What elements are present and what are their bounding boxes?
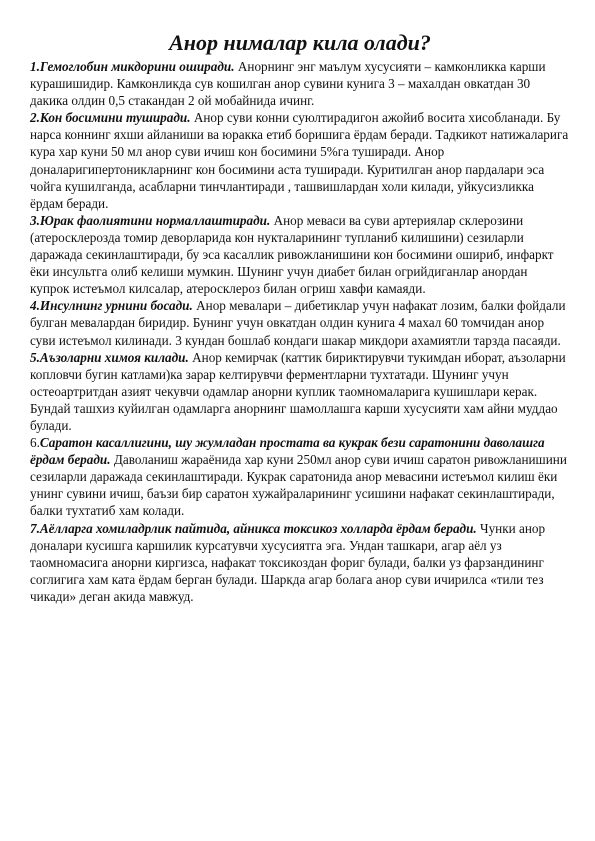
section-7-text: Чунки анор доналари кусишга каршилик курсатувчи хусусиятга эга. Ундан ташкари, агар аёл уз таомномасига анорни киргизса, нафакат токсикоздан фориг булади, балки уз фарзандининг соглигига хам ката ёрдам берган булади. Шаркда агар болага анор суви ичирилса «тили тез чикади» деган акида мавжуд. — [30, 520, 546, 604]
section-2 — [30, 109, 570, 212]
section-1-number: 1. — [30, 59, 40, 74]
section-3-heading — [30, 213, 270, 228]
section-5-lead: Аъзоларни химоя килади. — [39, 349, 189, 365]
section-3-text: Анор меваси ва суви артериялар склерозини (атеросклерозда томир деворларида кон нукталарининг тупланиб килишини) сезиларли даражада секинлаштиради, бу эса касаллик ривожланишини кон босимини ошириб, инфаркт ёки инсультга олиб келиши мумкин. Шунинг учун диабет билан огрийдиганлар анордан купрок истеъмол килсалар, атеросклероз билан огриш хавфи камаяди. — [30, 212, 554, 297]
section-1-text: Анорнинг энг маълум хусусияти – камконликка карши курашишидир. Камконликда сув кошилган анор сувини кунига 3 – махалдан овкатдан 30 дакика олдин 0,5 стакандан 2 ой мобайнида ичинг. — [30, 59, 546, 109]
section-4 — [30, 297, 570, 348]
section-7-number: 7. — [30, 520, 40, 536]
section-7-lead: Аёлларга хомиладрлик пайтида, айникса токсикоз холларда ёрдам беради. — [39, 520, 477, 536]
section-6 — [30, 434, 570, 519]
section-1-lead: Гемоглобин микдорини оширади. — [39, 59, 235, 74]
section-6-text: Даволаниш жараёнида хар куни 250мл анор суви ичиш саратон ривожланишини сезиларли даражада секинлаштиради. Кукрак саратонида анор мевасини истеъмол килиш ёки унинг сувини ичиш, баъзи бир саратон хужайраларининг усишини нафакат секинлаштиради, балки тухтатиб хам колади. — [30, 452, 567, 519]
section-7-heading — [30, 521, 477, 536]
section-5-text: Анор кемирчак (каттик бириктирувчи тукимдан иборат, аъзоларни копловчи бугин катлами)ка зарар келтирувчи ферментларни тухтатади. Шунинг учун остеоартритдан азият чекувчи одамлар анорни куплик таомномаларига кушишлари керак. Бундай ташхиз куйилган одамларга анорнинг шамоллашга карши хусусияти хам айни муддао булади. — [30, 349, 566, 433]
section-3-lead: Юрак фаолиятини нормаллаштиради. — [39, 212, 271, 228]
section-5-number: 5. — [30, 349, 40, 365]
section-7 — [30, 520, 570, 605]
section-2-lead: Кон босимини туширади. — [39, 110, 191, 126]
section-1 — [30, 58, 570, 109]
section-5-heading — [30, 350, 189, 365]
section-4-text: Анор мевалари – дибетиклар учун нафакат лозим, балки фойдали булган мевалардан биридир. Бунинг учун овкатдан олдин кунига 4 махал 60 томчидан анор суви истеъмол килинади. 3 кундан бошлаб кондаги шакар микдори ахамиятли тарзда пасаяди. — [30, 298, 566, 348]
section-4-lead: Инсулнинг урнини босади. — [39, 298, 193, 314]
section-6-lead: Саратон касаллигини, шу жумладан простата ва кукрак бези саратонини даволашга ёрдам беради. — [30, 435, 545, 468]
section-6-number: 6. — [30, 435, 40, 451]
section-1-heading — [30, 59, 235, 74]
document-title: Анор нималар кила олади? — [169, 30, 431, 55]
section-2-text: Анор суви конни суюлтирадигон ажойиб восита хисобланади. Бу нарса коннинг яхши айланиши ва юракка етиб боришига ёрдам беради. Тадкикот натижаларига кура хар куни 50 мл анор суви ичиш кон босимини 5%га туширади. Анор доналаригипертоникларнинг кон босимини аста туширади. Куритилган анор пардалари эса чойга кушилганда, асабларни тинчлантиради , ташвишлардан холи килади, уйкусизликка ёрдам беради. — [30, 110, 569, 211]
section-4-number: 4. — [30, 298, 40, 314]
section-3 — [30, 212, 570, 297]
section-3-number: 3. — [30, 212, 40, 228]
section-5 — [30, 349, 570, 434]
document-page — [30, 30, 570, 605]
section-2-number: 2. — [30, 110, 40, 126]
section-2-heading — [30, 110, 191, 125]
section-4-heading — [30, 298, 193, 313]
